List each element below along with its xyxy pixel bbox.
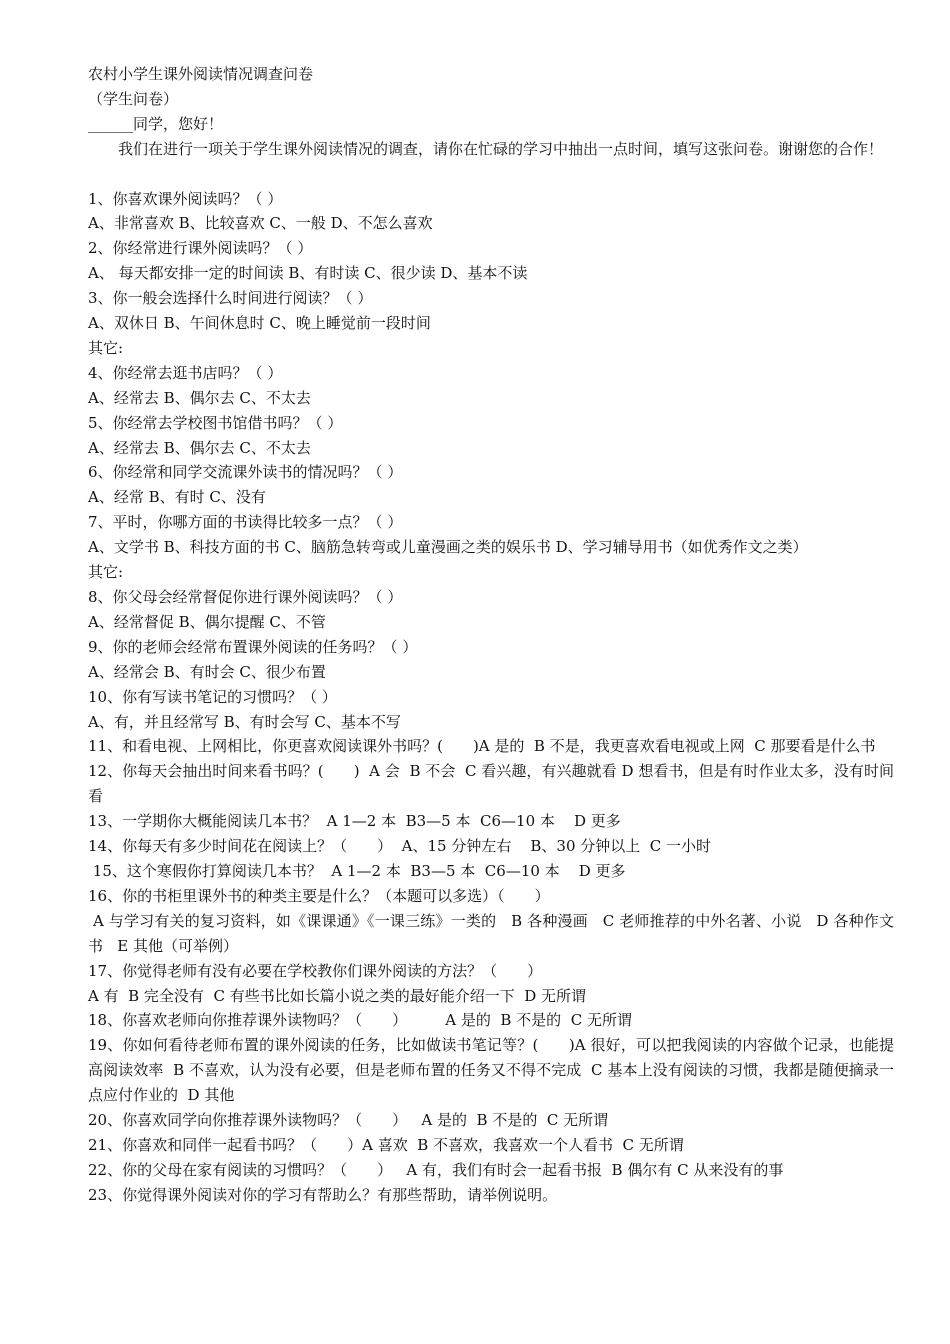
question-line: 18、你喜欢老师向你推荐课外读物吗？（ ） A 是的 B 不是的 C 无所谓 [88, 1011, 632, 1030]
question-list [88, 187, 894, 1208]
question-line: A、有，并且经常写 B、有时会写 C、基本不写 [88, 712, 401, 731]
question-line: 7、平时，你哪方面的书读得比较多一点？（ ） [88, 513, 403, 532]
question-line: A、经常去 B、偶尔去 C、不太去 [88, 438, 311, 457]
question-line: 21、你喜欢和同伴一起看书吗？（ ）A 喜欢 B 不喜欢，我喜欢一个人看书 C 无所谓 [88, 1135, 684, 1154]
question-line: 16、你的书柜里课外书的种类主要是什么？（本题可以多选）（ ） [88, 886, 550, 905]
question-line: A、 每天都安排一定的时间读 B、有时读 C、很少读 D、基本不读 [88, 264, 528, 283]
question-line: 6、你经常和同学交流课外读书的情况吗？（ ） [88, 463, 403, 482]
question-line: 23、你觉得课外阅读对你的学习有帮助么？有那些帮助，请举例说明。 [88, 1185, 558, 1204]
blank-line [88, 162, 894, 187]
question-line: 19、你如何看待老师布置的课外阅读的任务，比如做读书笔记等？( )A 很好，可以把我阅读的内容做个记录，也能提高阅读效率 B 不喜欢，认为没有必要，但是老师布置的任务又不得不完成 C 基本上没有阅读的习惯，我都是随便摘录一点应付作业的 D 其他 [88, 1036, 894, 1105]
question-line: 2、你经常进行课外阅读吗？（ ） [88, 239, 313, 258]
question-line: A、经常会 B、有时会 C、很少布置 [88, 662, 326, 681]
question-line: 5、你经常去学校图书馆借书吗？（ ） [88, 413, 343, 432]
question-line: 20、你喜欢同学向你推荐课外读物吗？（ ） A 是的 B 不是的 C 无所谓 [88, 1111, 609, 1130]
question-line: 13、一学期你大概能阅读几本书？ A 1—2 本 B3—5 本 C6—10 本 D 更多 [88, 812, 621, 831]
question-line: A、经常去 B、偶尔去 C、不太去 [88, 388, 311, 407]
document-subtitle: （学生问卷） [88, 89, 179, 108]
question-line: 10、你有写读书笔记的习惯吗？（ ） [88, 687, 337, 706]
question-line: 8、你父母会经常督促你进行课外阅读吗？（ ） [88, 588, 403, 607]
question-line: 1、你喜欢课外阅读吗？（ ） [88, 189, 283, 208]
document-title: 农村小学生课外阅读情况调查问卷 [88, 65, 314, 83]
question-line: A 有 B 完全没有 C 有些书比如长篇小说之类的最好能介绍一下 D 无所谓 [88, 986, 587, 1005]
question-line: 3、你一般会选择什么时间进行阅读？（ ） [88, 289, 373, 308]
greeting: ______同学，您好！ [88, 114, 224, 133]
question-line: 4、你经常去逛书店吗？（ ） [88, 363, 283, 382]
question-line: A、经常 B、有时 C、没有 [88, 488, 266, 507]
question-line: 其它: [88, 563, 124, 582]
question-line: 11、和看电视、上网相比，你更喜欢阅读课外书吗？( )A 是的 B 不是，我更喜欢看电视或上网 C 那要看是什么书 [88, 737, 876, 756]
question-line: 12、你每天会抽出时间来看书吗？( ) A 会 B 不会 C 看兴趣，有兴趣就看 D 想看书，但是有时作业太多，没有时间看 [88, 762, 894, 806]
question-line: 14、你每天有多少时间花在阅读上？（ ） A、15 分钟左右 B、30 分钟以上 C 一小时 [88, 837, 712, 856]
question-line: 22、你的父母在家有阅读的习惯吗？（ ） A 有，我们有时会一起看书报 B 偶尔有 C 从来没有的事 [88, 1160, 784, 1179]
question-line: A、经常督促 B、偶尔提醒 C、不管 [88, 612, 326, 631]
question-line: 9、你的老师会经常布置课外阅读的任务吗？（ ） [88, 637, 418, 656]
question-line: 17、你觉得老师有没有必要在学校教你们课外阅读的方法？（ ） [88, 961, 543, 980]
question-line: A、文学书 B、科技方面的书 C、脑筋急转弯或儿童漫画之类的娱乐书 D、学习辅导用书（如优秀作文之类） [88, 538, 808, 557]
question-line: A、非常喜欢 B、比较喜欢 C、一般 D、不怎么喜欢 [88, 214, 433, 233]
question-line: A 与学习有关的复习资料，如《课课通》《一课三练》一类的 B 各种漫画 C 老师推荐的中外名著、小说 D 各种作文书 E 其他（可举例） [88, 911, 894, 955]
question-line: 其它: [88, 338, 124, 357]
question-line: A、双休日 B、午间休息时 C、晚上睡觉前一段时间 [88, 314, 431, 333]
intro-paragraph: 我们在进行一项关于学生课外阅读情况的调查，请你在忙碌的学习中抽出一点时间，填写这张问卷。谢谢您的合作！ [118, 139, 884, 158]
document-page [88, 62, 894, 1208]
question-line: 15、这个寒假你打算阅读几本书？ A 1—2 本 B3—5 本 C6—10 本 D 更多 [88, 861, 626, 880]
